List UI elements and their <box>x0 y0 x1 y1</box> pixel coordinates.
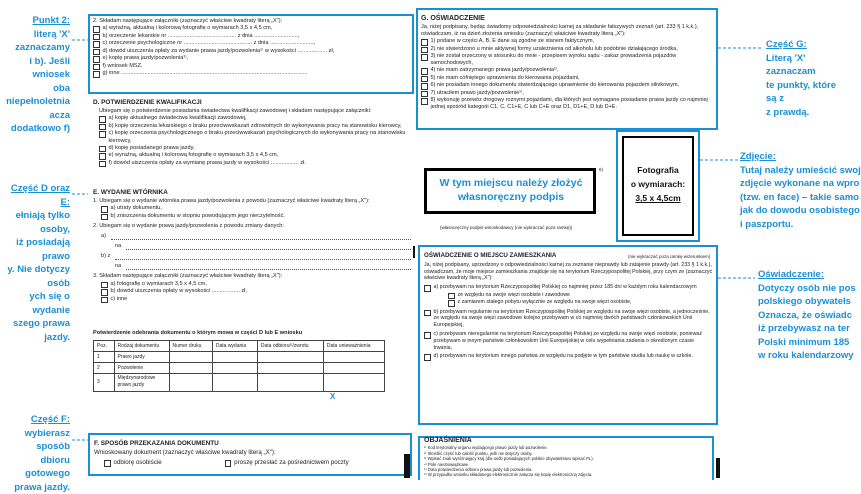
change-data-b[interactable] <box>93 253 411 260</box>
note-line: Literą 'X' zaznaczam <box>766 52 840 79</box>
cell[interactable] <box>169 352 212 363</box>
note-line: prawa jazdy. <box>0 481 70 494</box>
scan-marker <box>413 246 415 258</box>
checkbox[interactable] <box>101 282 108 289</box>
section-e-attachment[interactable] <box>93 288 411 296</box>
section-e-heading: E. WYDANIE WTÓRNIKA <box>93 189 411 196</box>
section-e <box>93 186 411 303</box>
mail-checkbox[interactable] <box>225 460 232 467</box>
section-e-attachment[interactable] <box>93 296 411 304</box>
checkbox[interactable] <box>421 39 428 46</box>
attachment-label: f) wniosek MSZ, <box>103 63 143 70</box>
note-line: iż posiadają prawo <box>0 236 70 263</box>
residence-label: a) przebywam na terytorium Rzeczypospolitej Polskiej co najmniej przez 185 dni w każdym roku kalendarzowym <box>434 284 697 291</box>
cell[interactable] <box>257 374 323 391</box>
note-line: jak do dowodu osobistego <box>740 204 840 218</box>
checkbox[interactable] <box>99 116 106 123</box>
cell[interactable] <box>323 352 384 363</box>
section-e-label: a) fotografię o wymiarach 3,5 x 4,5 cm, <box>111 281 207 288</box>
change-field[interactable] <box>115 253 411 260</box>
col-header: Data odbioru²⁾/zwrotu <box>257 341 323 352</box>
checkbox[interactable] <box>424 285 431 292</box>
change-label: na <box>115 263 121 270</box>
cell: 3 <box>94 374 115 391</box>
col-header: Data wydania <box>212 341 257 352</box>
section-d-item[interactable] <box>93 123 411 131</box>
explanation-item: ¹⁾ Kod terytorialny organu wydającego prawo jazdy lub pozwolenie. <box>424 445 712 450</box>
attachment-label: g) inne ........................................................................................................................ <box>103 70 308 77</box>
residence-item[interactable] <box>424 331 714 351</box>
section-g-intro: Ja, niżej podpisany, będąc świadomy odpowiedzialności karnej za składanie fałszywych zeznań (art. 233 § 1 k.k.), oświadczam, iż na dzień złożenia wniosku (zaznaczyć właściwe kwadraty literą „X"): <box>421 24 715 38</box>
checkbox[interactable] <box>93 41 100 48</box>
checkbox[interactable] <box>421 68 428 75</box>
note-line: te punkty, które są z <box>766 79 840 106</box>
cell: Pozwolenie <box>114 363 169 374</box>
checkbox[interactable] <box>99 146 106 153</box>
change-data-na1[interactable] <box>93 243 411 250</box>
section-g <box>421 12 715 111</box>
note-line: literą 'X' zaznaczamy <box>0 28 70 55</box>
scan-marker <box>404 454 410 478</box>
statement-item[interactable] <box>421 67 715 75</box>
checkbox[interactable] <box>93 26 100 33</box>
explanation-item: ⁴⁾ Pole nieobowiązkowe. <box>424 462 712 467</box>
mail-label: proszę przesłać za pośrednictwem poczty <box>234 459 349 466</box>
note-line: Oznacza, że oświadc <box>758 309 840 323</box>
note-line: Tutaj należy umieścić swoj <box>740 164 840 178</box>
residence-intro: Ja, niżej podpisany, uprzedzony o odpowiedzialności karnej za zeznanie nieprawdy lub zatajenie prawdy (art. 233 § 1 k.k.), oświadczam, że moje miejsce zamieszkania znajduje się na terytorium Rzeczypospolitej Polskiej, przy czym ze (zaznaczyć właściwe kwadraty literą „X"): <box>424 262 714 282</box>
note-line: Część D oraz E: <box>0 182 70 209</box>
attachments-section <box>93 18 411 78</box>
photo-caption: (nie wykraczać poza ramkę wizerunkiem) <box>628 253 710 260</box>
statement-label: 4) nie mam zatrzymanego prawa jazdy/pozwolenia¹⁾, <box>431 67 559 74</box>
checkbox[interactable] <box>424 354 431 361</box>
cell[interactable] <box>212 352 257 363</box>
statement-item[interactable] <box>421 90 715 98</box>
section-e-p2: 2. Ubiegam się o wydanie prawa jazdy/pozwolenia z powodu zmiany danych: <box>93 223 411 230</box>
scan-marker <box>716 458 720 478</box>
table-row <box>94 352 385 363</box>
checkbox[interactable] <box>421 91 428 98</box>
photo-line: Fotografia <box>622 163 694 177</box>
cell: 2 <box>94 363 115 374</box>
attachment-item[interactable] <box>93 63 411 71</box>
note-line: (tzw. en face) – takie samo <box>740 191 840 205</box>
section-d-intro: Ubiegam się o potwierdzenie posiadania świadectwa kwalifikacji zawodowej i składam następujące załączniki: <box>93 108 411 115</box>
section-d-item[interactable] <box>93 130 411 144</box>
checkbox[interactable] <box>93 34 100 41</box>
statement-item[interactable] <box>421 97 715 111</box>
checkbox[interactable] <box>99 124 106 131</box>
checkbox[interactable] <box>421 47 428 54</box>
checkbox[interactable] <box>99 161 106 168</box>
cell[interactable] <box>212 363 257 374</box>
residence-label: d) przebywam na terytorium innego państwa ze względu na podjęte w tym państwie studia lub naukę w szkole. <box>434 353 693 360</box>
section-f-intro: Wnioskowany dokument (zaznaczyć właściwe kwadraty literą „X"): <box>94 449 408 456</box>
attachment-item[interactable] <box>93 70 411 78</box>
change-field[interactable] <box>126 263 411 270</box>
statement-item[interactable] <box>421 46 715 54</box>
attachment-label: c) orzeczenie psychologiczne nr ............................................ z dnia ............................, <box>103 40 316 47</box>
col-header: Rodzaj dokumentu <box>114 341 169 352</box>
checkbox[interactable] <box>99 131 106 138</box>
checkbox[interactable] <box>421 83 428 90</box>
statement-item[interactable] <box>421 38 715 46</box>
section-d-label: a) kopię aktualnego świadectwa kwalifikacji zawodowej, <box>109 115 247 122</box>
explanations-heading: OBJAŚNIENIA <box>424 438 712 443</box>
cell[interactable] <box>323 363 384 374</box>
signature-caption: (własnoręczny podpis wnioskodawcy (nie wykraczać poza ramkę)) <box>440 224 572 231</box>
pickup-label: odbiorę osobiście <box>114 459 162 466</box>
change-field[interactable] <box>111 233 411 240</box>
explanations-section <box>424 438 712 478</box>
residence-label: z zamiarem stałego pobytu wyłącznie ze względu na swoje więzi osobiste, <box>458 299 632 306</box>
col-header: Numer druku <box>169 341 212 352</box>
checkbox[interactable] <box>448 300 455 307</box>
change-data-na2[interactable] <box>93 263 411 270</box>
table-header-row <box>94 341 385 352</box>
checkbox[interactable] <box>424 310 431 317</box>
section-g-heading: G. OŚWIADCZENIE <box>421 15 715 22</box>
attachment-label: d) dowód uiszczenia opłaty za wydanie prawa jazdy/pozwolenia¹⁾ w wysokości ................... zł, <box>103 48 335 55</box>
col-header: Data unieważnienia <box>323 341 384 352</box>
section-e-label: b) zniszczenia dokumentu w stopniu powodującym jego nieczytelność. <box>111 213 285 220</box>
statement-label: 6) nie posiadam innego dokumentu stwierdzającego uprawnienie do kierowania pojazdem silnikowym, <box>431 82 680 89</box>
attachment-label: e) kopię prawa jazdy/pozwolenia¹⁾, <box>103 55 189 62</box>
section-e-p1: 1. Ubiegam się o wydanie wtórnika prawa jazdy/pozwolenia z powodu (zaznaczyć właściwe kwadraty literą „X"): <box>93 198 411 205</box>
residence-item[interactable] <box>424 284 714 292</box>
change-label: a) <box>101 233 106 240</box>
receipt-section <box>93 330 411 392</box>
cell: Międzynarodowe prawo jazdy <box>114 374 169 391</box>
explanation-item: ³⁾ Wpisać znak wyróżniający kraj (dla osób posiadających polskie obywatelstwo wpisać PL). <box>424 456 712 461</box>
delivery-options <box>94 459 408 467</box>
section-e-label: a) utraty dokumentu, <box>111 205 162 212</box>
photo-line: o wymiarach: <box>622 177 694 191</box>
note-line: oba niepełnoletnia <box>0 82 70 109</box>
statement-item[interactable] <box>421 82 715 90</box>
checkbox[interactable] <box>99 153 106 160</box>
note-line: Część G: <box>766 38 840 52</box>
section-d-label: e) wyraźną, aktualną i kolorową fotografię o wymiarach 3,5 x 4,5 cm, <box>109 152 279 159</box>
explanation-item: ²⁾ Skreślić część lub całość punktu, jeśli nie dotyczy osoby. <box>424 451 712 456</box>
receipt-title: Potwierdzenie odebrania dokumentu o którym mowa w części D lub E wniosku <box>93 330 411 337</box>
note-line: w roku kalendarzowy <box>758 349 840 363</box>
residence-label: b) przebywam regularnie na terytorium Rzeczypospolitej Polskiej ze względu na swoje więzi osobiste, a jednocześnie, ze względu na swoje więzi zawodowe kolejno przebywam w co najmniej dwóch państwach członkowskich Unii Europejskiej, <box>434 309 715 329</box>
checkbox[interactable] <box>93 64 100 71</box>
residence-subitem[interactable] <box>424 292 714 300</box>
statement-label: 8) wykonuję przewóz drogowy rożnymi pojazdami, dla których jest wymagane posiadanie prawa jazdy co najmniej jednej spośród kategorii C1, C, C1+E, C lub C+E oraz D1, D1+E, D lub D+E. <box>431 97 716 111</box>
note-line: dbioru gotowego <box>0 454 70 481</box>
note-line: y. Nie dotyczy osób <box>0 263 70 290</box>
statement-label: 5) nie mam cofniętego uprawnienia do kierowania pojazdami, <box>431 75 580 82</box>
checkbox[interactable] <box>421 54 428 61</box>
section-e-label: b) dowód uiszczenia opłaty w wysokości .................. zł, <box>111 288 247 295</box>
table-row <box>94 363 385 374</box>
cell[interactable] <box>257 352 323 363</box>
change-label: na <box>115 243 121 250</box>
table-row <box>94 374 385 391</box>
statement-label: 1) podane w części A, B, E dane są zgodne ze stanem faktycznym, <box>431 38 595 45</box>
attachment-label: a) wyraźną, aktualną i kolorową fotografię o wymiarach 3,5 x 4,5 cm, <box>103 25 273 32</box>
note-line: i b). Jeśli wniosek <box>0 55 70 82</box>
section-d-item[interactable] <box>93 145 411 153</box>
attachments-heading: 2. Składam następujące załączniki (zaznaczyć właściwe kwadraty literą „X"): <box>93 18 411 25</box>
attachment-item[interactable] <box>93 55 411 63</box>
note-residence <box>758 268 840 363</box>
note-photo <box>740 150 840 231</box>
cell[interactable] <box>169 363 212 374</box>
note-line: acza dodatkowo f) <box>0 109 70 136</box>
note-line: z prawdą. <box>766 106 840 120</box>
photo-text <box>622 163 694 205</box>
note-part-e-top <box>0 14 70 136</box>
signature-text: W tym miejscu należy złożyć własnoręczny podpis <box>436 176 586 204</box>
statement-item[interactable] <box>421 53 715 67</box>
section-d-item[interactable] <box>93 160 411 168</box>
cell[interactable] <box>323 374 384 391</box>
note-part-d-e <box>0 182 70 344</box>
residence-subitem[interactable] <box>424 299 714 307</box>
note-part-g <box>766 38 840 119</box>
section-f-heading: F. SPOSÓB PRZEKAZANIA DOKUMENTU <box>94 440 408 447</box>
signature-footnote: 6) <box>599 166 603 173</box>
section-d-label: c) kopię orzeczenia psychologicznego o braku przeciwwskazań psychologicznych do wykonywania pracy na stanowisku kierowcy, <box>109 130 412 144</box>
checkbox[interactable] <box>101 206 108 213</box>
change-label: b) z <box>101 253 110 260</box>
note-line: Polski minimum 185 <box>758 336 840 350</box>
note-line: zdjęcie wykonane na wpro <box>740 177 840 191</box>
statement-item[interactable] <box>421 75 715 83</box>
cell[interactable] <box>212 374 257 391</box>
section-f <box>94 437 408 467</box>
residence-label: c) przebywam nieregularnie na terytorium Rzeczypospolitej Polskiej ze względu na swoje więzi osobiste, ponieważ przebywam w innym państwie członkowskim Unii Europejskiej w celu wypełniania zadania o określonym czasie trwania, <box>434 331 715 351</box>
receipt-table <box>93 340 385 391</box>
photo-line: 3,5 x 4,5cm <box>622 191 694 205</box>
section-e-p3: 3. Składam następujące załączniki (zaznaczyć właściwe kwadraty literą „X"): <box>93 273 411 280</box>
note-line: Punkt 2: <box>0 14 70 28</box>
residence-heading: OŚWIADCZENIE O MIEJSCU ZAMIESZKANIA <box>424 253 714 260</box>
note-line: wybierasz sposób <box>0 427 70 454</box>
note-line: ych się o wydanie <box>0 290 70 317</box>
note-line: Część F: <box>0 413 70 427</box>
statement-label: 2) nie stwierdzono u mnie aktywnej formy uzależnienia od alkoholu lub podobnie działającego środka, <box>431 46 678 53</box>
checkbox[interactable] <box>101 289 108 296</box>
attachment-item[interactable] <box>93 33 411 41</box>
checkbox[interactable] <box>424 332 431 339</box>
attachment-item[interactable] <box>93 25 411 33</box>
pickup-checkbox[interactable] <box>104 460 111 467</box>
section-d-item[interactable] <box>93 152 411 160</box>
checkbox[interactable] <box>448 293 455 300</box>
checkbox[interactable] <box>93 71 100 78</box>
section-e-attachment[interactable] <box>93 281 411 289</box>
residence-label: ze względu na swoje więzi osobiste i zawodowe <box>458 292 570 299</box>
section-d-label: d) kopię posiadanego prawa jazdy, <box>109 145 195 152</box>
section-e-label: c) inne <box>111 296 128 303</box>
checkbox[interactable] <box>101 297 108 304</box>
section-e-item[interactable] <box>93 205 411 213</box>
change-data-a[interactable] <box>93 233 411 240</box>
explanation-item: ⁵⁾ Data potwierdzenia odbioru prawa jazdy lub pozwolenia. <box>424 467 712 472</box>
section-d-item[interactable] <box>93 115 411 123</box>
note-line: iż przebywasz na ter <box>758 322 840 336</box>
change-field[interactable] <box>126 243 411 250</box>
note-line: Zdjęcie: <box>740 150 840 164</box>
note-part-f <box>0 413 70 494</box>
checkbox[interactable] <box>421 76 428 83</box>
statement-label: 7) utraciłem prawo jazdy/pozwolenie¹⁾, <box>431 90 524 97</box>
statement-label: 3) nie został orzeczony w stosunku do mnie - przepisem wyroku sądu - zakaz prowadzenia pojazdów samochodowych, <box>431 53 716 67</box>
residence-section <box>424 250 714 361</box>
residence-item[interactable] <box>424 353 714 361</box>
checkbox[interactable] <box>421 98 428 105</box>
cell: 1 <box>94 352 115 363</box>
note-line: Oświadczenie: <box>758 268 840 282</box>
note-line: polskiego obywatels <box>758 295 840 309</box>
attachment-item[interactable] <box>93 40 411 48</box>
note-line: Dotyczy osób nie pos <box>758 282 840 296</box>
cell[interactable] <box>257 363 323 374</box>
section-d-label: b) kopię orzeczenia lekarskiego o braku przeciwwskazań zdrowotnych do wykonywania pracy na stanowisku kierowcy, <box>109 123 402 130</box>
note-line: szego prawa jazdy. <box>0 317 70 344</box>
cell: Prawo jazdy <box>114 352 169 363</box>
receipt-x-mark: X <box>330 392 335 401</box>
note-line: i paszportu. <box>740 218 840 232</box>
section-d-heading: D. POTWIERDZENIE KWALIFIKACJI <box>93 99 411 106</box>
note-line: ełniają tylko osoby, <box>0 209 70 236</box>
cell[interactable] <box>169 374 212 391</box>
col-header: Poz. <box>94 341 115 352</box>
section-d-label: f) dowód uiszczenia opłaty za wymianę prawa jazdy w wysokości .................. zł. <box>109 160 306 167</box>
checkbox[interactable] <box>93 56 100 63</box>
attachment-label: b) orzeczenie lekarskie nr ............................................ z dnia ............................, <box>103 33 300 40</box>
section-e-item[interactable] <box>93 213 411 221</box>
explanation-item: ⁶⁾ W przypadku wniosku składanego elektronicznie załącza się kopię elektroniczną zdjęcia. <box>424 472 712 477</box>
residence-item[interactable] <box>424 309 714 329</box>
section-d <box>93 96 411 167</box>
checkbox[interactable] <box>93 49 100 56</box>
checkbox[interactable] <box>101 214 108 221</box>
